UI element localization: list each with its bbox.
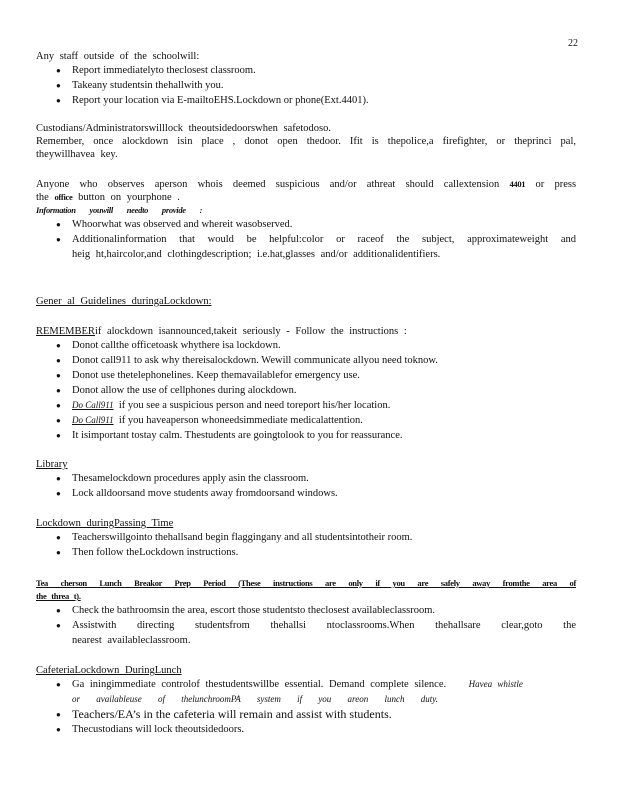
lunch-prep-section [36,577,576,648]
section-heading: Library [36,459,68,470]
lunch-prep-list [36,603,576,648]
passing-time-section [36,517,576,560]
list-item: ● Lock alldoorsand move students away fromdoorsand windows. [36,486,576,501]
list-item: ● Assistwith directing studentsfrom thehallsi ntoclassrooms.When thehallsare clear,goto the nearest availableclassroom. [36,618,576,648]
list-item: ● Do Call911 if you haveaperson whoneedsimmediate medicalattention. [36,413,576,428]
section-heading: Lockdown duringPassing Time [36,518,174,529]
list-item: ● Do Call911 if you see a suspicious person and need toreport his/her location. [36,398,576,413]
section-heading: Tea cherson Lunch Breakor Prep Period (These instructions are only if you are safely away fromthe area of [36,578,576,588]
list-item: ● Report immediatelyto theclosest classroom. [36,63,576,78]
list-item: ● Takeany studentsin thehallwith you. [36,78,576,93]
list-item: ● Whoorwhat was observed and whereit wasobserved. [36,217,576,232]
observer-section [36,178,576,262]
list-item: ● Check the bathroomsin the area, escort those studentsto theclosest availableclassroom. [36,603,576,618]
staff-outside-intro: Any staff outside of the schoolwill: [36,51,200,62]
list-item: ● Additionalinformation that would be helpful:color or raceof the subject, approximateweight and heig ht,haircolor,and clothingdescription; i.e.hat,glasses and/or additionalidentifiers. [36,232,576,262]
passing-time-list [36,530,576,560]
observer-list [36,217,576,262]
library-section [36,458,576,501]
library-list [36,471,576,501]
general-guidelines-body [36,325,576,443]
custodians-line: theywillhavea key. [36,149,118,160]
list-item: ● Report your location via E-mailtoEHS.Lockdown or phone(Ext.4401). [36,93,576,108]
list-item: ● It isimportant tostay calm. Thestudents are goingtolook to you for reassurance. [36,428,576,443]
staff-outside-section [36,50,576,108]
observer-line: the office button on yourphone . [36,192,180,203]
general-guidelines-section [36,295,576,308]
list-item: ● Thesamelockdown procedures apply asin the classroom. [36,471,576,486]
custodians-line: Custodians/Administratorswilllock theoutsidedoorswhen safetodoso. [36,123,332,134]
list-item: ● Donot use thetelephonelines. Keep themavailablefor emergency use. [36,368,576,383]
list-item: ● Donot allow the use of cellphones during alockdown. [36,383,576,398]
section-heading: Gener al Guidelines duringaLockdown: [36,296,212,307]
list-item: ● Then follow theLockdown instructions. [36,545,576,560]
list-item: ● Teacherswillgointo thehallsand begin flaggingany and all studentsintotheir room. [36,530,576,545]
custodians-line: Remember, once alockdown isin place , donot open thedoor. Ifit is thepolice,a firefighter, or theprinci pal, [36,136,576,147]
cafeteria-section [36,664,576,737]
list-item: ● Teachers/EA’s in the cafeteria will remain and assist with students. [36,707,576,722]
cafeteria-list [36,677,576,737]
observer-line: Anyone who observes aperson whois deemed suspicious and/or athreat should callextension 4401 or press [36,179,577,190]
list-item: ● Donot callthe officetoask whythere isa lockdown. [36,338,576,353]
custodians-section [36,122,576,161]
list-item: ● Donot call911 to ask why thereisalockdown. Wewill communicate allyou need toknow. [36,353,576,368]
information-label: Information youwill needto provide : [36,205,203,215]
section-heading: the threa t). [36,591,81,601]
staff-outside-list [36,63,576,108]
list-item: ● Thecustodians will lock theoutsidedoors. [36,722,576,737]
remember-line: REMEMBERif alockdown isannounced,takeit seriously - Follow the instructions : [36,326,407,337]
section-heading: CafeteriaLockdown DuringLunch [36,665,182,676]
general-list [36,338,576,443]
page-number: 22 [568,38,578,49]
list-item: ● Ga iningimmediate controlof thestudentswillbe essential. Demand complete silence. Havea whistle or availableuse of thelunchroomPA system if you areon lunch duty. [36,677,576,707]
